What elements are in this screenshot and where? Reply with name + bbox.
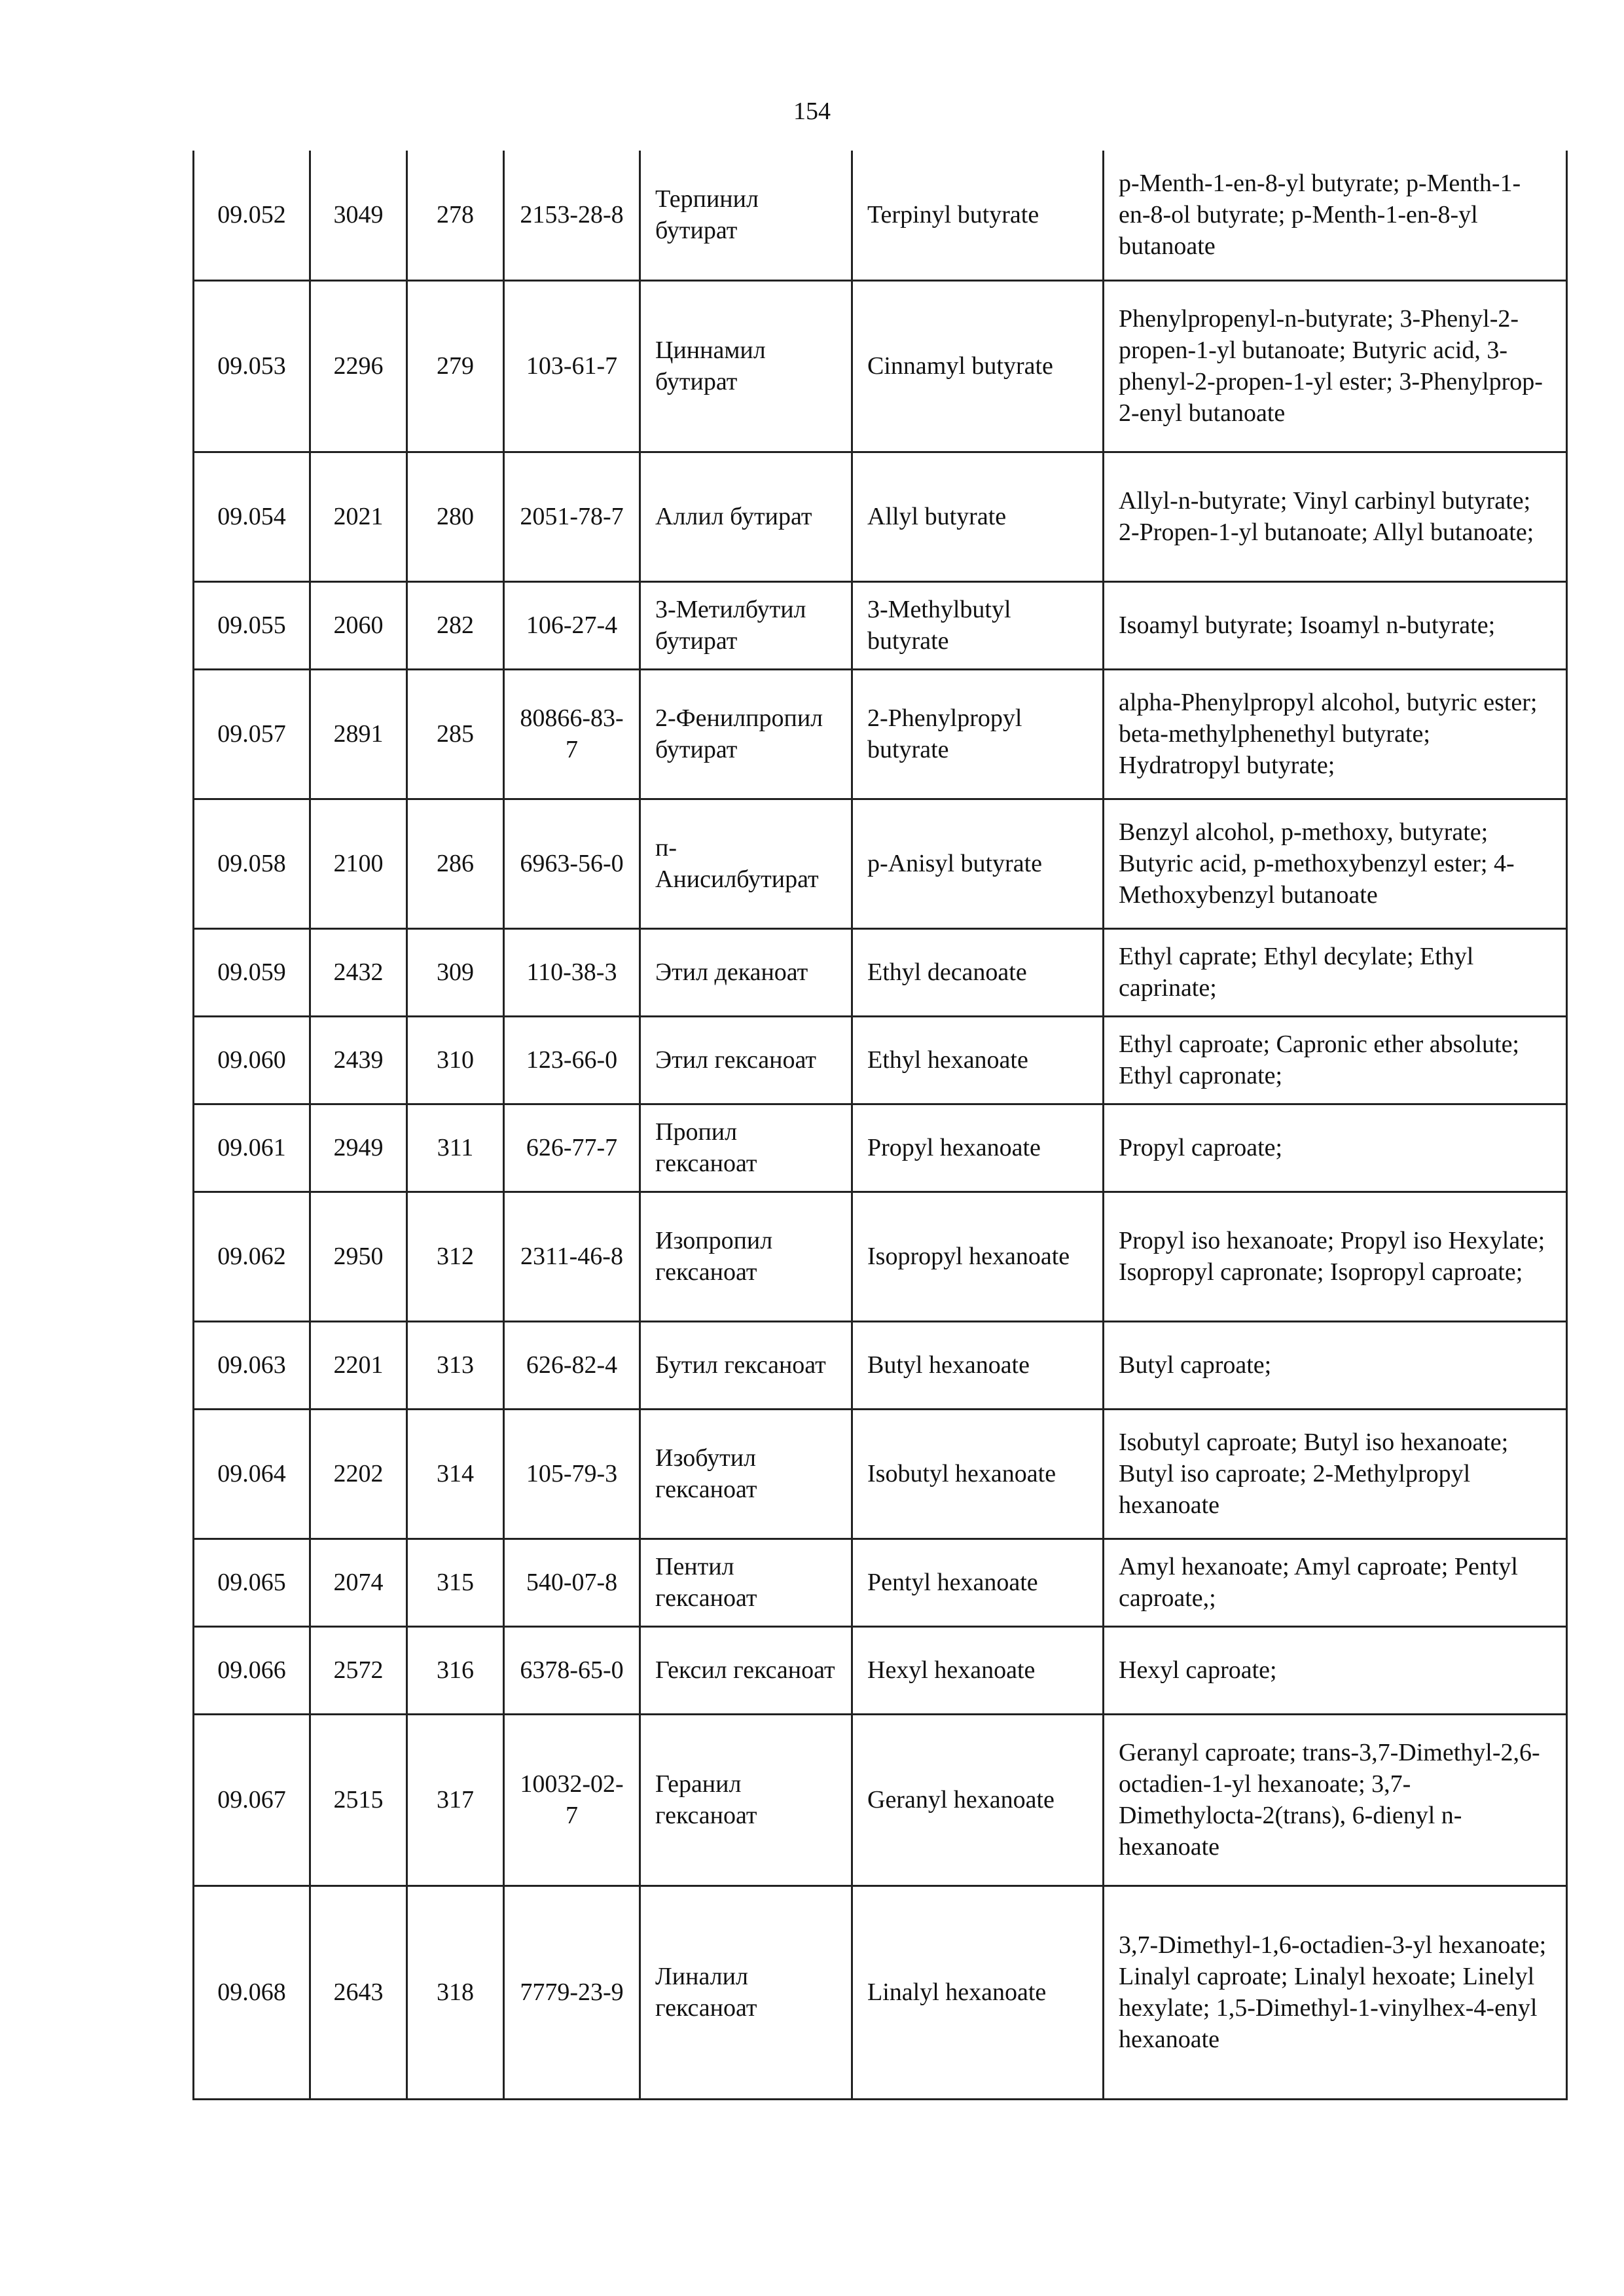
table-row [194,928,1567,1016]
synonyms-cell: Ethyl caproate; Capronic ether absolute; Ethyl capronate; [1104,1016,1567,1104]
english-name-cell: Propyl hexanoate [852,1104,1104,1192]
jecfa-number-cell: 2060 [310,581,407,669]
cas-number-cell: 2311-46-8 [504,1192,640,1321]
russian-name-cell: Линалил гексаноат [640,1886,852,2099]
jecfa-number-cell: 3049 [310,151,407,280]
synonyms-cell: 3,7-Dimethyl-1,6-octadien-3-yl hexanoate; Linalyl caproate; Linalyl hexoate; Linelyl hexylate; 1,5-Dimethyl-1-vinylhex-4-enyl hexanoate [1104,1886,1567,2099]
fl-number-cell: 09.055 [194,581,310,669]
english-name-cell: Isobutyl hexanoate [852,1409,1104,1539]
english-name-cell: Cinnamyl butyrate [852,280,1104,452]
russian-name-cell: 3-Метилбутил бутират [640,581,852,669]
table-row [194,799,1567,928]
fl-number-cell: 09.059 [194,928,310,1016]
english-name-cell: Pentyl hexanoate [852,1539,1104,1626]
synonyms-cell: p-Menth-1-en-8-yl butyrate; p-Menth-1-en-8-ol butyrate; p-Menth-1-en-8-yl butanoate [1104,151,1567,280]
fl-number-cell: 09.063 [194,1321,310,1409]
synonyms-cell: Benzyl alcohol, p-methoxy, butyrate; Butyric acid, p-methoxybenzyl ester; 4-Methoxybenzyl butanoate [1104,799,1567,928]
coe-number-cell: 314 [407,1409,504,1539]
cas-number-cell: 6963-56-0 [504,799,640,928]
russian-name-cell: п-Анисилбутират [640,799,852,928]
table-row [194,669,1567,799]
english-name-cell: Ethyl decanoate [852,928,1104,1016]
table-row [194,1886,1567,2099]
coe-number-cell: 279 [407,280,504,452]
fl-number-cell: 09.062 [194,1192,310,1321]
coe-number-cell: 311 [407,1104,504,1192]
russian-name-cell: Терпинил бутират [640,151,852,280]
coe-number-cell: 309 [407,928,504,1016]
jecfa-number-cell: 2515 [310,1714,407,1886]
fl-number-cell: 09.057 [194,669,310,799]
jecfa-number-cell: 2572 [310,1626,407,1714]
table-row [194,1016,1567,1104]
cas-number-cell: 103-61-7 [504,280,640,452]
fl-number-cell: 09.064 [194,1409,310,1539]
synonyms-cell: Allyl-n-butyrate; Vinyl carbinyl butyrate; 2-Propen-1-yl butanoate; Allyl butanoate; [1104,452,1567,581]
fl-number-cell: 09.068 [194,1886,310,2099]
synonyms-cell: Isobutyl caproate; Butyl iso hexanoate; Butyl iso caproate; 2-Methylpropyl hexanoate [1104,1409,1567,1539]
english-name-cell: p-Anisyl butyrate [852,799,1104,928]
cas-number-cell: 106-27-4 [504,581,640,669]
table-body [194,151,1567,2099]
fl-number-cell: 09.054 [194,452,310,581]
coe-number-cell: 317 [407,1714,504,1886]
table-row [194,1321,1567,1409]
cas-number-cell: 123-66-0 [504,1016,640,1104]
coe-number-cell: 315 [407,1539,504,1626]
jecfa-number-cell: 2439 [310,1016,407,1104]
russian-name-cell: Этил деканоат [640,928,852,1016]
page-number: 154 [793,98,831,125]
coe-number-cell: 280 [407,452,504,581]
english-name-cell: Butyl hexanoate [852,1321,1104,1409]
fl-number-cell: 09.053 [194,280,310,452]
coe-number-cell: 278 [407,151,504,280]
cas-number-cell: 540-07-8 [504,1539,640,1626]
fl-number-cell: 09.066 [194,1626,310,1714]
table-row [194,1104,1567,1192]
jecfa-number-cell: 2074 [310,1539,407,1626]
coe-number-cell: 282 [407,581,504,669]
synonyms-cell: Amyl hexanoate; Amyl caproate; Pentyl caproate,; [1104,1539,1567,1626]
jecfa-number-cell: 2021 [310,452,407,581]
russian-name-cell: Бутил гексаноат [640,1321,852,1409]
coe-number-cell: 312 [407,1192,504,1321]
coe-number-cell: 318 [407,1886,504,2099]
table-row [194,1192,1567,1321]
english-name-cell: Geranyl hexanoate [852,1714,1104,1886]
table-row [194,1409,1567,1539]
jecfa-number-cell: 2202 [310,1409,407,1539]
jecfa-number-cell: 2296 [310,280,407,452]
fl-number-cell: 09.065 [194,1539,310,1626]
coe-number-cell: 286 [407,799,504,928]
russian-name-cell: Пентил гексаноат [640,1539,852,1626]
coe-number-cell: 316 [407,1626,504,1714]
english-name-cell: Ethyl hexanoate [852,1016,1104,1104]
english-name-cell: Terpinyl butyrate [852,151,1104,280]
flavouring-substances-table [192,151,1568,2100]
synonyms-cell: Hexyl caproate; [1104,1626,1567,1714]
russian-name-cell: Геранил гексаноат [640,1714,852,1886]
english-name-cell: Linalyl hexanoate [852,1886,1104,2099]
fl-number-cell: 09.067 [194,1714,310,1886]
jecfa-number-cell: 2100 [310,799,407,928]
synonyms-cell: Propyl caproate; [1104,1104,1567,1192]
coe-number-cell: 313 [407,1321,504,1409]
russian-name-cell: Изопропил гексаноат [640,1192,852,1321]
table-row [194,1626,1567,1714]
cas-number-cell: 626-77-7 [504,1104,640,1192]
coe-number-cell: 310 [407,1016,504,1104]
cas-number-cell: 7779-23-9 [504,1886,640,2099]
english-name-cell: 3-Methylbutyl butyrate [852,581,1104,669]
russian-name-cell: Пропил гексаноат [640,1104,852,1192]
table-row [194,581,1567,669]
english-name-cell: Allyl butyrate [852,452,1104,581]
table-row [194,1714,1567,1886]
russian-name-cell: Изобутил гексаноат [640,1409,852,1539]
english-name-cell: Hexyl hexanoate [852,1626,1104,1714]
russian-name-cell: Этил гексаноат [640,1016,852,1104]
jecfa-number-cell: 2891 [310,669,407,799]
synonyms-cell: Propyl iso hexanoate; Propyl iso Hexylate; Isopropyl capronate; Isopropyl caproate; [1104,1192,1567,1321]
synonyms-cell: Isoamyl butyrate; Isoamyl n-butyrate; [1104,581,1567,669]
english-name-cell: 2-Phenylpropyl butyrate [852,669,1104,799]
synonyms-cell: Geranyl caproate; trans-3,7-Dimethyl-2,6-octadien-1-yl hexanoate; 3,7-Dimethylocta-2(trans), 6-dienyl n-hexanoate [1104,1714,1567,1886]
jecfa-number-cell: 2643 [310,1886,407,2099]
synonyms-cell: alpha-Phenylpropyl alcohol, butyric ester; beta-methylphenethyl butyrate; Hydratropyl butyrate; [1104,669,1567,799]
jecfa-number-cell: 2432 [310,928,407,1016]
table-row [194,280,1567,452]
synonyms-cell: Phenylpropenyl-n-butyrate; 3-Phenyl-2-propen-1-yl butanoate; Butyric acid, 3-phenyl-2-propen-1-yl ester; 3-Phenylprop-2-enyl butanoate [1104,280,1567,452]
cas-number-cell: 105-79-3 [504,1409,640,1539]
cas-number-cell: 2051-78-7 [504,452,640,581]
table-row [194,151,1567,280]
russian-name-cell: 2-Фенилпропил бутират [640,669,852,799]
jecfa-number-cell: 2201 [310,1321,407,1409]
russian-name-cell: Гексил гексаноат [640,1626,852,1714]
cas-number-cell: 10032-02-7 [504,1714,640,1886]
synonyms-cell: Ethyl caprate; Ethyl decylate; Ethyl caprinate; [1104,928,1567,1016]
table-row [194,452,1567,581]
cas-number-cell: 6378-65-0 [504,1626,640,1714]
russian-name-cell: Аллил бутират [640,452,852,581]
fl-number-cell: 09.058 [194,799,310,928]
fl-number-cell: 09.060 [194,1016,310,1104]
english-name-cell: Isopropyl hexanoate [852,1192,1104,1321]
table-row [194,1539,1567,1626]
cas-number-cell: 80866-83-7 [504,669,640,799]
jecfa-number-cell: 2950 [310,1192,407,1321]
cas-number-cell: 110-38-3 [504,928,640,1016]
russian-name-cell: Циннамил бутират [640,280,852,452]
cas-number-cell: 2153-28-8 [504,151,640,280]
synonyms-cell: Butyl caproate; [1104,1321,1567,1409]
cas-number-cell: 626-82-4 [504,1321,640,1409]
fl-number-cell: 09.061 [194,1104,310,1192]
coe-number-cell: 285 [407,669,504,799]
jecfa-number-cell: 2949 [310,1104,407,1192]
fl-number-cell: 09.052 [194,151,310,280]
